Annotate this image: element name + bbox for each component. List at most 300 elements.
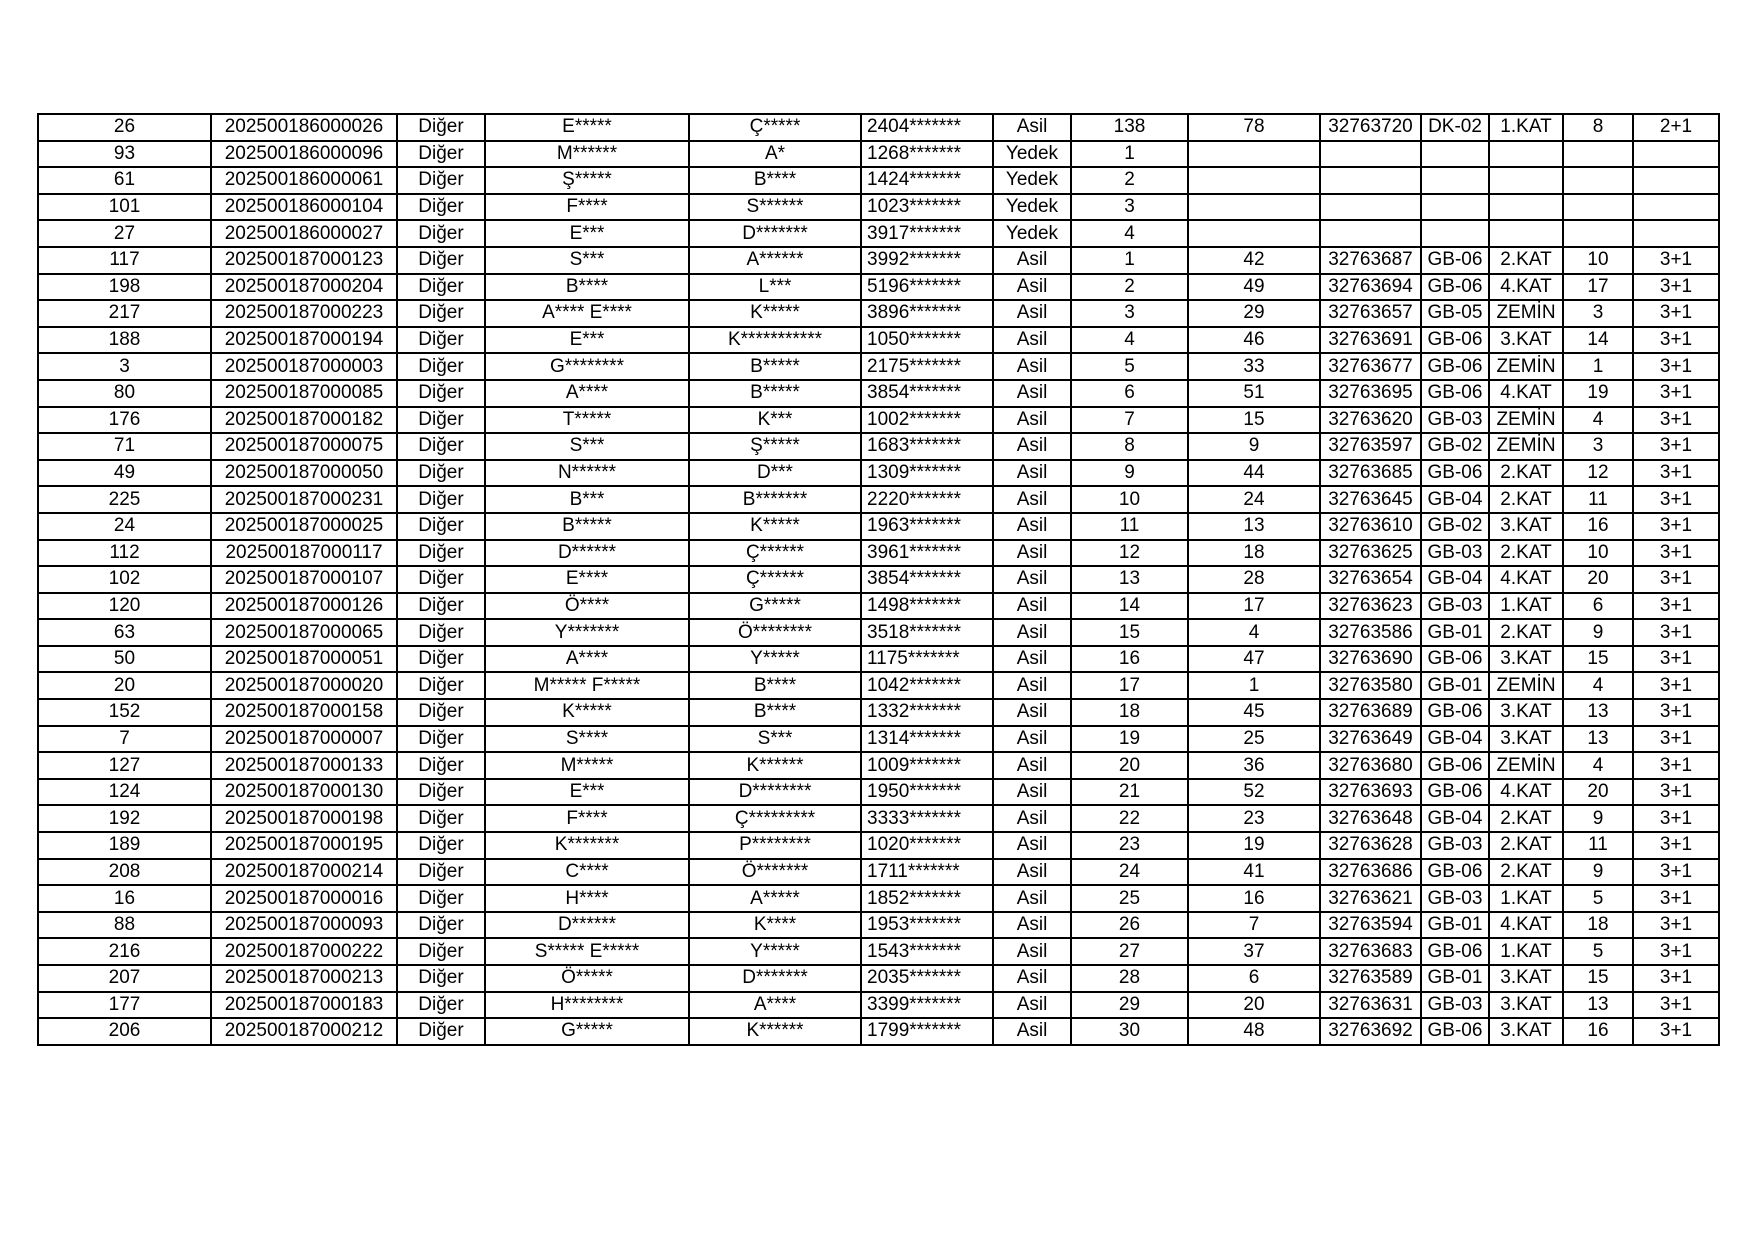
cell-blok: GB-06 (1421, 274, 1489, 301)
cell-soyad: Ç********* (689, 805, 861, 832)
cell-bb_no: 25 (1188, 726, 1320, 753)
cell-sira: 207 (38, 965, 211, 992)
cell-bb_no: 18 (1188, 540, 1320, 567)
table-row (38, 593, 1719, 620)
cell-soyad: B**** (689, 672, 861, 699)
cell-ad: E*** (485, 220, 689, 247)
cell-bb_no: 6 (1188, 965, 1320, 992)
cell-basvuru_no: 202500187000126 (211, 593, 397, 620)
cell-tip: 3+1 (1633, 540, 1719, 567)
cell-soyad: D*** (689, 460, 861, 487)
table-row (38, 486, 1719, 513)
cell-ad: K***** (485, 699, 689, 726)
cell-sira: 27 (38, 220, 211, 247)
cell-durum: Asil (993, 380, 1071, 407)
cell-basvuru_no: 202500187000130 (211, 779, 397, 806)
table-row (38, 805, 1719, 832)
cell-tc: 2404******* (861, 114, 993, 141)
cell-durum: Asil (993, 885, 1071, 912)
cell-kura_sira: 4 (1071, 327, 1188, 354)
cell-bagimsiz_bolum: 32763621 (1320, 885, 1421, 912)
cell-durum: Asil (993, 407, 1071, 434)
cell-bb_no: 52 (1188, 779, 1320, 806)
cell-daire_no: 3 (1563, 300, 1633, 327)
cell-blok: GB-06 (1421, 353, 1489, 380)
cell-kategori: Diğer (397, 460, 485, 487)
cell-soyad: D******** (689, 779, 861, 806)
cell-ad: F**** (485, 805, 689, 832)
cell-basvuru_no: 202500187000231 (211, 486, 397, 513)
cell-tip: 3+1 (1633, 619, 1719, 646)
cell-daire_no: 13 (1563, 699, 1633, 726)
cell-sira: 63 (38, 619, 211, 646)
cell-soyad: Ç***** (689, 114, 861, 141)
cell-bagimsiz_bolum (1320, 194, 1421, 221)
table-row (38, 300, 1719, 327)
cell-kat: 4.KAT (1489, 380, 1563, 407)
cell-tip: 3+1 (1633, 353, 1719, 380)
table-row (38, 619, 1719, 646)
cell-basvuru_no: 202500187000198 (211, 805, 397, 832)
cell-durum: Asil (993, 460, 1071, 487)
cell-basvuru_no: 202500187000223 (211, 300, 397, 327)
cell-bb_no (1188, 194, 1320, 221)
cell-sira: 88 (38, 912, 211, 939)
cell-tip: 3+1 (1633, 805, 1719, 832)
cell-bagimsiz_bolum: 32763594 (1320, 912, 1421, 939)
cell-soyad: K***** (689, 513, 861, 540)
cell-tc: 3854******* (861, 566, 993, 593)
cell-durum: Asil (993, 566, 1071, 593)
cell-bagimsiz_bolum: 32763692 (1320, 1018, 1421, 1045)
cell-ad: N****** (485, 460, 689, 487)
cell-sira: 71 (38, 433, 211, 460)
cell-ad: K******* (485, 832, 689, 859)
cell-kat: 4.KAT (1489, 566, 1563, 593)
cell-blok (1421, 167, 1489, 194)
cell-tc: 2035******* (861, 965, 993, 992)
cell-bb_no: 36 (1188, 752, 1320, 779)
cell-daire_no: 12 (1563, 460, 1633, 487)
cell-blok: GB-03 (1421, 540, 1489, 567)
cell-kategori: Diğer (397, 540, 485, 567)
cell-basvuru_no: 202500186000026 (211, 114, 397, 141)
cell-ad: S***** E***** (485, 938, 689, 965)
cell-daire_no: 6 (1563, 593, 1633, 620)
cell-kategori: Diğer (397, 885, 485, 912)
cell-kura_sira: 18 (1071, 699, 1188, 726)
cell-blok: GB-06 (1421, 247, 1489, 274)
cell-ad: Ö**** (485, 593, 689, 620)
cell-daire_no: 16 (1563, 513, 1633, 540)
cell-kat: ZEMİN (1489, 433, 1563, 460)
cell-kat: 4.KAT (1489, 779, 1563, 806)
cell-kat (1489, 220, 1563, 247)
table-row (38, 353, 1719, 380)
cell-durum: Asil (993, 938, 1071, 965)
cell-basvuru_no: 202500187000158 (211, 699, 397, 726)
cell-tc: 1268******* (861, 141, 993, 168)
cell-bagimsiz_bolum (1320, 167, 1421, 194)
cell-durum: Yedek (993, 194, 1071, 221)
cell-kat: ZEMİN (1489, 672, 1563, 699)
cell-sira: 24 (38, 513, 211, 540)
cell-kategori: Diğer (397, 486, 485, 513)
cell-ad: S*** (485, 433, 689, 460)
cell-kura_sira: 3 (1071, 300, 1188, 327)
cell-kategori: Diğer (397, 194, 485, 221)
cell-basvuru_no: 202500187000117 (211, 540, 397, 567)
table-row (38, 859, 1719, 886)
cell-daire_no: 11 (1563, 486, 1633, 513)
cell-blok (1421, 141, 1489, 168)
cell-soyad: A* (689, 141, 861, 168)
cell-tc: 1332******* (861, 699, 993, 726)
cell-kura_sira: 23 (1071, 832, 1188, 859)
cell-daire_no: 1 (1563, 353, 1633, 380)
cell-sira: 101 (38, 194, 211, 221)
cell-blok: GB-06 (1421, 1018, 1489, 1045)
cell-tc: 1009******* (861, 752, 993, 779)
cell-daire_no: 5 (1563, 885, 1633, 912)
cell-soyad: Ç****** (689, 566, 861, 593)
cell-soyad: D******* (689, 965, 861, 992)
cell-basvuru_no: 202500187000093 (211, 912, 397, 939)
cell-kura_sira: 7 (1071, 407, 1188, 434)
cell-kategori: Diğer (397, 167, 485, 194)
cell-daire_no: 13 (1563, 992, 1633, 1019)
cell-daire_no: 11 (1563, 832, 1633, 859)
cell-bagimsiz_bolum: 32763623 (1320, 593, 1421, 620)
cell-kat: ZEMİN (1489, 300, 1563, 327)
cell-sira: 120 (38, 593, 211, 620)
cell-soyad: Ö******** (689, 619, 861, 646)
cell-blok (1421, 194, 1489, 221)
cell-tip: 3+1 (1633, 460, 1719, 487)
cell-blok: GB-03 (1421, 832, 1489, 859)
cell-tip: 3+1 (1633, 433, 1719, 460)
cell-kat: ZEMİN (1489, 752, 1563, 779)
table-row (38, 194, 1719, 221)
cell-daire_no: 19 (1563, 380, 1633, 407)
cell-kategori: Diğer (397, 726, 485, 753)
cell-soyad: S*** (689, 726, 861, 753)
cell-bb_no: 23 (1188, 805, 1320, 832)
cell-ad: Y******* (485, 619, 689, 646)
cell-kura_sira: 11 (1071, 513, 1188, 540)
cell-kat: 3.KAT (1489, 327, 1563, 354)
cell-bagimsiz_bolum: 32763654 (1320, 566, 1421, 593)
cell-basvuru_no: 202500187000016 (211, 885, 397, 912)
cell-bb_no: 28 (1188, 566, 1320, 593)
cell-tip: 2+1 (1633, 114, 1719, 141)
cell-kura_sira: 12 (1071, 540, 1188, 567)
cell-soyad: Y***** (689, 938, 861, 965)
cell-daire_no: 4 (1563, 672, 1633, 699)
cell-blok: GB-05 (1421, 300, 1489, 327)
cell-bb_no: 19 (1188, 832, 1320, 859)
cell-kat: 3.KAT (1489, 646, 1563, 673)
cell-tip (1633, 141, 1719, 168)
cell-bb_no: 20 (1188, 992, 1320, 1019)
cell-tc: 1020******* (861, 832, 993, 859)
cell-tip: 3+1 (1633, 274, 1719, 301)
table-row (38, 141, 1719, 168)
cell-blok: GB-03 (1421, 407, 1489, 434)
lottery-results-table (37, 113, 1720, 1046)
cell-tc: 1683******* (861, 433, 993, 460)
cell-daire_no: 20 (1563, 566, 1633, 593)
cell-tc: 3917******* (861, 220, 993, 247)
table-row (38, 407, 1719, 434)
table-row (38, 938, 1719, 965)
cell-ad: A**** (485, 646, 689, 673)
cell-tip: 3+1 (1633, 726, 1719, 753)
cell-blok: GB-06 (1421, 380, 1489, 407)
table-row (38, 726, 1719, 753)
cell-ad: M****** (485, 141, 689, 168)
cell-durum: Asil (993, 672, 1071, 699)
cell-tc: 1799******* (861, 1018, 993, 1045)
cell-bb_no: 33 (1188, 353, 1320, 380)
cell-ad: B**** (485, 274, 689, 301)
cell-daire_no: 9 (1563, 619, 1633, 646)
cell-basvuru_no: 202500187000051 (211, 646, 397, 673)
cell-kura_sira: 9 (1071, 460, 1188, 487)
cell-ad: Ö***** (485, 965, 689, 992)
cell-kat: 1.KAT (1489, 114, 1563, 141)
cell-tip (1633, 167, 1719, 194)
table-row (38, 832, 1719, 859)
cell-blok: GB-04 (1421, 566, 1489, 593)
cell-blok: GB-06 (1421, 938, 1489, 965)
cell-daire_no: 15 (1563, 646, 1633, 673)
cell-sira: 26 (38, 114, 211, 141)
cell-soyad: B***** (689, 380, 861, 407)
cell-kat: 1.KAT (1489, 885, 1563, 912)
cell-daire_no (1563, 220, 1633, 247)
cell-kura_sira: 3 (1071, 194, 1188, 221)
cell-kura_sira: 138 (1071, 114, 1188, 141)
cell-basvuru_no: 202500186000027 (211, 220, 397, 247)
cell-basvuru_no: 202500187000003 (211, 353, 397, 380)
cell-soyad: B***** (689, 353, 861, 380)
table-row (38, 1018, 1719, 1045)
cell-soyad: B**** (689, 167, 861, 194)
cell-daire_no: 10 (1563, 540, 1633, 567)
cell-durum: Asil (993, 247, 1071, 274)
cell-kategori: Diğer (397, 859, 485, 886)
cell-kura_sira: 2 (1071, 274, 1188, 301)
cell-bb_no: 44 (1188, 460, 1320, 487)
cell-kura_sira: 29 (1071, 992, 1188, 1019)
cell-tip: 3+1 (1633, 832, 1719, 859)
cell-kura_sira: 15 (1071, 619, 1188, 646)
cell-bagimsiz_bolum: 32763657 (1320, 300, 1421, 327)
cell-sira: 102 (38, 566, 211, 593)
cell-bagimsiz_bolum: 32763648 (1320, 805, 1421, 832)
cell-daire_no: 18 (1563, 912, 1633, 939)
cell-bagimsiz_bolum: 32763693 (1320, 779, 1421, 806)
cell-kura_sira: 14 (1071, 593, 1188, 620)
cell-bb_no: 49 (1188, 274, 1320, 301)
cell-bb_no: 42 (1188, 247, 1320, 274)
table-row (38, 460, 1719, 487)
cell-daire_no (1563, 167, 1633, 194)
cell-durum: Asil (993, 965, 1071, 992)
cell-sira: 124 (38, 779, 211, 806)
cell-durum: Asil (993, 726, 1071, 753)
cell-ad: B***** (485, 513, 689, 540)
cell-bb_no: 45 (1188, 699, 1320, 726)
cell-durum: Asil (993, 353, 1071, 380)
cell-kategori: Diğer (397, 407, 485, 434)
cell-kura_sira: 16 (1071, 646, 1188, 673)
cell-durum: Asil (993, 327, 1071, 354)
table-row (38, 752, 1719, 779)
cell-sira: 50 (38, 646, 211, 673)
cell-ad: Ş***** (485, 167, 689, 194)
cell-tip: 3+1 (1633, 859, 1719, 886)
cell-soyad: K**** (689, 912, 861, 939)
cell-sira: 189 (38, 832, 211, 859)
cell-bagimsiz_bolum: 32763686 (1320, 859, 1421, 886)
table-row (38, 380, 1719, 407)
table-row (38, 699, 1719, 726)
cell-kategori: Diğer (397, 353, 485, 380)
cell-daire_no: 15 (1563, 965, 1633, 992)
cell-bagimsiz_bolum: 32763620 (1320, 407, 1421, 434)
cell-sira: 206 (38, 1018, 211, 1045)
cell-bagimsiz_bolum: 32763720 (1320, 114, 1421, 141)
cell-kura_sira: 13 (1071, 566, 1188, 593)
table-row (38, 566, 1719, 593)
cell-ad: B*** (485, 486, 689, 513)
cell-kat: 2.KAT (1489, 486, 1563, 513)
cell-sira: 225 (38, 486, 211, 513)
cell-basvuru_no: 202500187000133 (211, 752, 397, 779)
cell-blok: GB-03 (1421, 593, 1489, 620)
cell-tip: 3+1 (1633, 699, 1719, 726)
cell-blok: GB-01 (1421, 912, 1489, 939)
cell-bagimsiz_bolum: 32763631 (1320, 992, 1421, 1019)
cell-kategori: Diğer (397, 619, 485, 646)
cell-bagimsiz_bolum: 32763687 (1320, 247, 1421, 274)
cell-basvuru_no: 202500187000050 (211, 460, 397, 487)
cell-bagimsiz_bolum (1320, 141, 1421, 168)
cell-tc: 3992******* (861, 247, 993, 274)
cell-sira: 208 (38, 859, 211, 886)
cell-bagimsiz_bolum: 32763691 (1320, 327, 1421, 354)
cell-ad: G***** (485, 1018, 689, 1045)
cell-bagimsiz_bolum: 32763610 (1320, 513, 1421, 540)
cell-kategori: Diğer (397, 992, 485, 1019)
cell-durum: Asil (993, 752, 1071, 779)
cell-ad: H**** (485, 885, 689, 912)
cell-kategori: Diğer (397, 672, 485, 699)
cell-kategori: Diğer (397, 566, 485, 593)
cell-bagimsiz_bolum: 32763680 (1320, 752, 1421, 779)
table-row (38, 114, 1719, 141)
cell-blok: GB-06 (1421, 460, 1489, 487)
cell-soyad: P******** (689, 832, 861, 859)
cell-bb_no (1188, 167, 1320, 194)
table-body (38, 114, 1719, 1045)
cell-daire_no: 9 (1563, 805, 1633, 832)
cell-tip: 3+1 (1633, 513, 1719, 540)
cell-kura_sira: 30 (1071, 1018, 1188, 1045)
cell-daire_no: 14 (1563, 327, 1633, 354)
cell-bagimsiz_bolum: 32763645 (1320, 486, 1421, 513)
cell-sira: 80 (38, 380, 211, 407)
cell-kura_sira: 21 (1071, 779, 1188, 806)
cell-ad: S**** (485, 726, 689, 753)
cell-kura_sira: 4 (1071, 220, 1188, 247)
cell-tip: 3+1 (1633, 965, 1719, 992)
cell-daire_no: 9 (1563, 859, 1633, 886)
cell-soyad: K****** (689, 1018, 861, 1045)
cell-soyad: K*********** (689, 327, 861, 354)
cell-sira: 127 (38, 752, 211, 779)
cell-kura_sira: 28 (1071, 965, 1188, 992)
table-row (38, 513, 1719, 540)
table-row (38, 912, 1719, 939)
cell-tc: 1963******* (861, 513, 993, 540)
cell-kura_sira: 10 (1071, 486, 1188, 513)
cell-blok: DK-02 (1421, 114, 1489, 141)
cell-bb_no: 37 (1188, 938, 1320, 965)
cell-ad: A**** (485, 380, 689, 407)
cell-kat: 3.KAT (1489, 1018, 1563, 1045)
cell-kategori: Diğer (397, 274, 485, 301)
cell-ad: E***** (485, 114, 689, 141)
cell-blok (1421, 220, 1489, 247)
cell-kat: ZEMİN (1489, 407, 1563, 434)
cell-tip: 3+1 (1633, 912, 1719, 939)
cell-kategori: Diğer (397, 699, 485, 726)
cell-durum: Asil (993, 832, 1071, 859)
cell-durum: Asil (993, 619, 1071, 646)
cell-tc: 3399******* (861, 992, 993, 1019)
table-row (38, 433, 1719, 460)
cell-tip: 3+1 (1633, 486, 1719, 513)
cell-sira: 20 (38, 672, 211, 699)
cell-sira: 198 (38, 274, 211, 301)
cell-tip: 3+1 (1633, 593, 1719, 620)
cell-basvuru_no: 202500187000085 (211, 380, 397, 407)
cell-bagimsiz_bolum: 32763589 (1320, 965, 1421, 992)
cell-blok: GB-03 (1421, 992, 1489, 1019)
cell-bb_no: 48 (1188, 1018, 1320, 1045)
cell-basvuru_no: 202500187000222 (211, 938, 397, 965)
cell-blok: GB-04 (1421, 726, 1489, 753)
cell-tc: 1050******* (861, 327, 993, 354)
cell-kura_sira: 5 (1071, 353, 1188, 380)
cell-bb_no: 29 (1188, 300, 1320, 327)
cell-kura_sira: 22 (1071, 805, 1188, 832)
cell-kategori: Diğer (397, 593, 485, 620)
cell-kategori: Diğer (397, 433, 485, 460)
cell-bb_no: 16 (1188, 885, 1320, 912)
cell-daire_no: 8 (1563, 114, 1633, 141)
cell-ad: E*** (485, 327, 689, 354)
cell-kura_sira: 1 (1071, 247, 1188, 274)
cell-tip (1633, 194, 1719, 221)
cell-kategori: Diğer (397, 1018, 485, 1045)
cell-blok: GB-02 (1421, 433, 1489, 460)
cell-bagimsiz_bolum: 32763695 (1320, 380, 1421, 407)
cell-bb_no (1188, 141, 1320, 168)
